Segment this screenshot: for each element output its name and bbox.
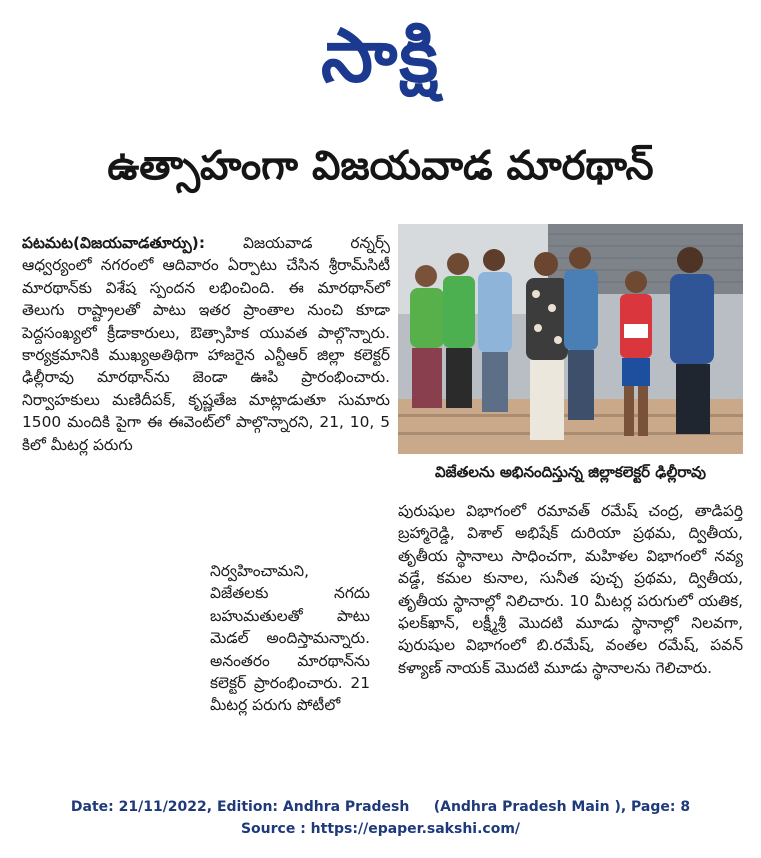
footer bbox=[0, 796, 761, 840]
article-column-right bbox=[398, 500, 743, 679]
footer-source-line: Source : https://epaper.sakshi.com/ bbox=[240, 821, 521, 837]
article-column-narrow bbox=[210, 560, 370, 717]
article-column-left bbox=[22, 232, 390, 456]
headline: ఉత్సాహంగా విజయవాడ మారథాన్ bbox=[107, 143, 654, 189]
photo-caption: విజేతలను అభినందిస్తున్న జిల్లాకలెక్టర్ ఢిల్లీరావు bbox=[435, 463, 706, 481]
photo-illustration bbox=[398, 224, 743, 454]
article-para-left-text: విజయవాడ రన్నర్స్ ఆధ్వర్యంలో నగరంలో ఆదివారం ఏర్పాటు చేసిన శ్రీరామ్‌సిటీ మారథాన్‌కు విశేష స్పందన లభించింది. ఈ మారథాన్‌లో తెలుగు రాష్ట్రాలతో పాటు ఇతర ప్రాంతాల నుంచి కూడా పెద్దసంఖ్యలో క్రీడాకారులు, ఔత్సాహిక యువత పాల్గొన్నారు. కార్యక్రమానికి ముఖ్యఅతిథిగా హాజరైన ఎన్టీఆర్ జిల్లా కలెక్టర్ ఢిల్లీరావు మారథాన్‌ను జెండా ఊపి ప్రారంభించారు. నిర్వాహకులు మణిదీపక్, కృష్ణతేజ మాట్లాడుతూ సుమారు 1500 మందికి పైగా ఈ ఈవెంట్‌లో పాల్గొన్నారని, 21, 10, 5 కిలో మీటర్ల పరుగు bbox=[22, 234, 390, 454]
article-para-narrow: నిర్వహించామని, విజేతలకు నగదు బహుమతులతో పాటు మెడల్ అందిస్తామన్నారు. అనంతరం మారథాన్‌ను కలెక్టర్ ప్రారంభించారు. 21 మీటర్ల పరుగు పోటీలో bbox=[210, 562, 370, 715]
masthead-logo: సాక్షి bbox=[321, 13, 440, 99]
article-para-left bbox=[22, 232, 390, 456]
article-para-right: పురుషుల విభాగంలో రమావత్ రమేష్ చంద్ర, తాడిపర్తి బ్రహ్మారెడ్డి, విశాల్ అభిషేక్ దురియా ప్రథమ, ద్వితీయ, తృతీయ స్థానాలు సాధించగా, మహిళల విభాగంలో నవ్య వడ్డే, కమల కునాల, సునీత పుచ్చ ప్రథమ, ద్వితీయ, తృతీయ స్థానాల్లో నిలిచారు. 10 మీటర్ల పరుగులో యతిక, ఫలక్‌ఖాన్, లక్ష్మీశ్రీ మొదటి మూడు స్థానాల్లో నిలవగా, పురుషుల విభాగంలో బి.రమేష్, వంతల రమేష్, పవన్ కళ్యాణ్ నాయక్ మొదటి మూడు స్థానాలను గెలిచారు. bbox=[398, 502, 743, 677]
footer-date-line: Date: 21/11/2022, Edition: Andhra Pradesh (Andhra Pradesh Main ), Page: 8 bbox=[70, 799, 691, 815]
article-dateline: పటమట(విజయవాడతూర్పు): bbox=[22, 234, 205, 252]
news-photo bbox=[398, 224, 743, 454]
masthead bbox=[0, 8, 761, 104]
